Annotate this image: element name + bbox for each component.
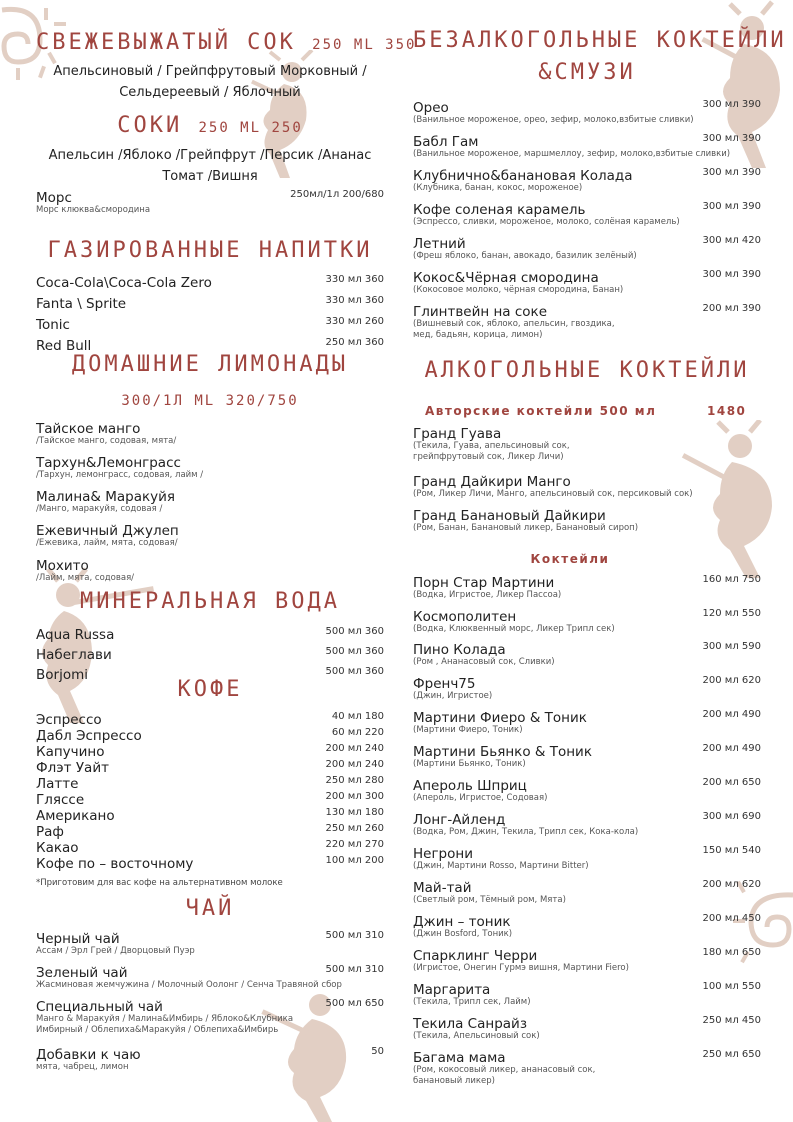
menu-item: Лонг-Айленд 300 мл 690 (Водка, Ром, Джин, Текила, Трипл сек, Кока-кола) (413, 811, 761, 837)
menu-item: Гляссе 200 мл 300 (36, 791, 384, 808)
menu-item: Fanta \ Sprite 330 мл 360 (36, 295, 384, 312)
juices-flavors: Апельсин /Яблоко /Грейпфрут /Персик /Ананас Томат /Вишня (48, 148, 372, 184)
water-heading: МИНЕРАЛЬНАЯ ВОДА (80, 589, 340, 614)
menu-item: Латте 250 мл 280 (36, 775, 384, 792)
menu-item-mors: Морс 250мл/1л 200/680 Морс клюква&смородина (36, 189, 384, 215)
menu-item: Гранд Гуава (Текила, Гуава, апельсиновый сок, грейпфрутовый сок, Ликер Личи) (413, 426, 570, 462)
menu-item: Специальный чай 500 мл 650 Манго & Маракуйя / Малина&Имбирь / Яблоко&Клубника Имбирный / Облепиха&Маракуйя / Облепиха&Имбирь (36, 998, 384, 1035)
menu-item: Черный чай 500 мл 310 Ассам / Эрл Грей / Дворцовый Пуэр (36, 930, 384, 956)
menu-item: Coca-Cola\Coca-Cola Zero 330 мл 360 (36, 274, 384, 291)
fresh-juice-flavors: Апельсиновый / Грейпфрутовый Морковный / Сельдереевый / Яблочный (53, 64, 367, 100)
tea-heading: ЧАЙ (185, 896, 235, 921)
menu-item: Кофе по – восточному 100 мл 200 (36, 855, 384, 872)
menu-item: Май-тай 200 мл 620 (Светлый ром, Тёмный ром, Мята) (413, 879, 761, 905)
menu-item: Джин – тоник 200 мл 450 (Джин Bosford, Тоник) (413, 913, 761, 939)
menu-item: Дабл Эспрессо 60 мл 220 (36, 727, 384, 744)
lemonades-meta: 300/1Л ML 320/750 (121, 393, 299, 409)
menu-item: Бабл Гам 300 мл 390 (Ванильное мороженое, маршмеллоу, зефир, молоко,взбитые сливки) (413, 133, 761, 159)
menu-item: Апероль Шприц 200 мл 650 (Апероль, Игристое, Содовая) (413, 777, 761, 803)
menu-item: Кокос&Чёрная смородина 300 мл 390 (Кокосовое молоко, чёрная смородина, Банан) (413, 269, 761, 295)
menu-item: Орео 300 мл 390 (Ванильное мороженое, орео, зефир, молоко,взбитые сливки) (413, 99, 761, 125)
menu-item: Багама мама 250 мл 650 (Ром, кокосовый ликер, ананасовый сок, банановый ликер) (413, 1049, 761, 1086)
menu-item: Клубнично&банановая Колада 300 мл 390 (Клубника, банан, кокос, мороженое) (413, 167, 761, 193)
menu-item: Кофе соленая карамель 300 мл 390 (Эспрессо, сливки, мороженое, молоко, солёная карамель) (413, 201, 761, 227)
menu-item: Текила Санрайз 250 мл 450 (Текила, Апельсиновый сок) (413, 1015, 761, 1041)
menu-item: Маргарита 100 мл 550 (Текила, Трипл сек, Лайм) (413, 981, 761, 1007)
menu-item: Малина& Маракуйя /Манго, маракуйя, содовая / (36, 489, 176, 514)
menu-item: Гранд Дайкири Манго (Ром, Ликер Личи, Манго, апельсиновый сок, персиковый сок) (413, 474, 693, 499)
nonalc-heading-line-1: БЕЗАЛКОГОЛЬНЫЕ КОКТЕЙЛИ (413, 28, 787, 53)
nonalc-heading-line-2: &СМУЗИ (538, 60, 636, 85)
menu-item: Tonic 330 мл 260 (36, 316, 384, 333)
menu-item: Капучино 200 мл 240 (36, 743, 384, 760)
author-cocktails-price: 1480 (707, 404, 747, 418)
menu-item: Американо 130 мл 180 (36, 807, 384, 824)
menu-item: Зеленый чай 500 мл 310 Жасминовая жемчужина / Молочный Оолонг / Сенча Травяной сбор (36, 964, 384, 990)
menu-item: Пино Колада 300 мл 590 (Ром , Ананасовый сок, Сливки) (413, 641, 761, 667)
menu-item: Флэт Уайт 200 мл 240 (36, 759, 384, 776)
menu-item: Мартини Фиеро & Тоник 200 мл 490 (Мартини Фиеро, Тоник) (413, 709, 761, 735)
menu-item: Тархун&Лемонграсс /Тархун, лемонграсс, содовая, лайм / (36, 455, 204, 480)
coffee-heading: КОФЕ (177, 677, 243, 702)
menu-item: Мохито /Лайм, мята, содовая/ (36, 558, 135, 583)
coffee-note: *Приготовим для вас кофе на альтернативном молоке (36, 878, 283, 888)
menu-item: Red Bull 250 мл 360 (36, 337, 384, 354)
menu-item: Тайское манго /Тайское манго, содовая, мята/ (36, 421, 177, 446)
menu-item: Френч75 200 мл 620 (Джин, Игристое) (413, 675, 761, 701)
menu-item: Мартини Бьянко & Тоник 200 мл 490 (Мартини Бьянко, Тоник) (413, 743, 761, 769)
menu-item: Эспрессо 40 мл 180 (36, 711, 384, 728)
menu-item: Какао 220 мл 270 (36, 839, 384, 856)
menu-item: Негрони 150 мл 540 (Джин, Мартини Rosso, Мартини Bitter) (413, 845, 761, 871)
menu-item: Ежевичный Джулеп /Ежевика, лайм, мята, содовая/ (36, 523, 179, 548)
juices-heading: СОКИ 250 ML 250 (117, 113, 303, 138)
menu-item: Раф 250 мл 260 (36, 823, 384, 840)
menu-item: Порн Стар Мартини 160 мл 750 (Водка, Игристое, Ликер Пассоа) (413, 574, 761, 600)
menu-item: Глинтвейн на соке 200 мл 390 (Вишневый сок, яблоко, апельсин, гвоздика, мед, бадьян, корица, лимон) (413, 303, 761, 340)
menu-item: Космополитен 120 мл 550 (Водка, Клюквенный морс, Ликер Трипл сек) (413, 608, 761, 634)
alc-heading: АЛКОГОЛЬНЫЕ КОКТЕЙЛИ (424, 358, 750, 383)
author-cocktails-label: Авторские коктейли 500 мл (425, 404, 657, 418)
fresh-juice-heading: СВЕЖЕВЫЖАТЫЙ СОК 250 ML 350 (36, 30, 417, 55)
menu-item: Спарклинг Черри 180 мл 650 (Игристое, Онегин Гурмэ вишня, Мартини Fiero) (413, 947, 761, 973)
menu-item: Летний 300 мл 420 (Фреш яблоко, банан, авокадо, базилик зелёный) (413, 235, 761, 261)
cocktails-label: Коктейли (530, 552, 610, 566)
soda-heading: ГАЗИРОВАННЫЕ НАПИТКИ (47, 238, 373, 263)
lemonades-heading: ДОМАШНИЕ ЛИМОНАДЫ (71, 352, 349, 377)
menu-item: Borjomi 500 мл 360 (36, 666, 384, 683)
menu-item: Набеглави 500 мл 360 (36, 646, 384, 663)
menu-item: Aqua Russa 500 мл 360 (36, 626, 384, 643)
menu-item: Гранд Банановый Дайкири (Ром, Банан, Банановый ликер, Банановый сироп) (413, 508, 639, 533)
menu-item: Добавки к чаю 50 мята, чабрец, лимон (36, 1046, 384, 1072)
